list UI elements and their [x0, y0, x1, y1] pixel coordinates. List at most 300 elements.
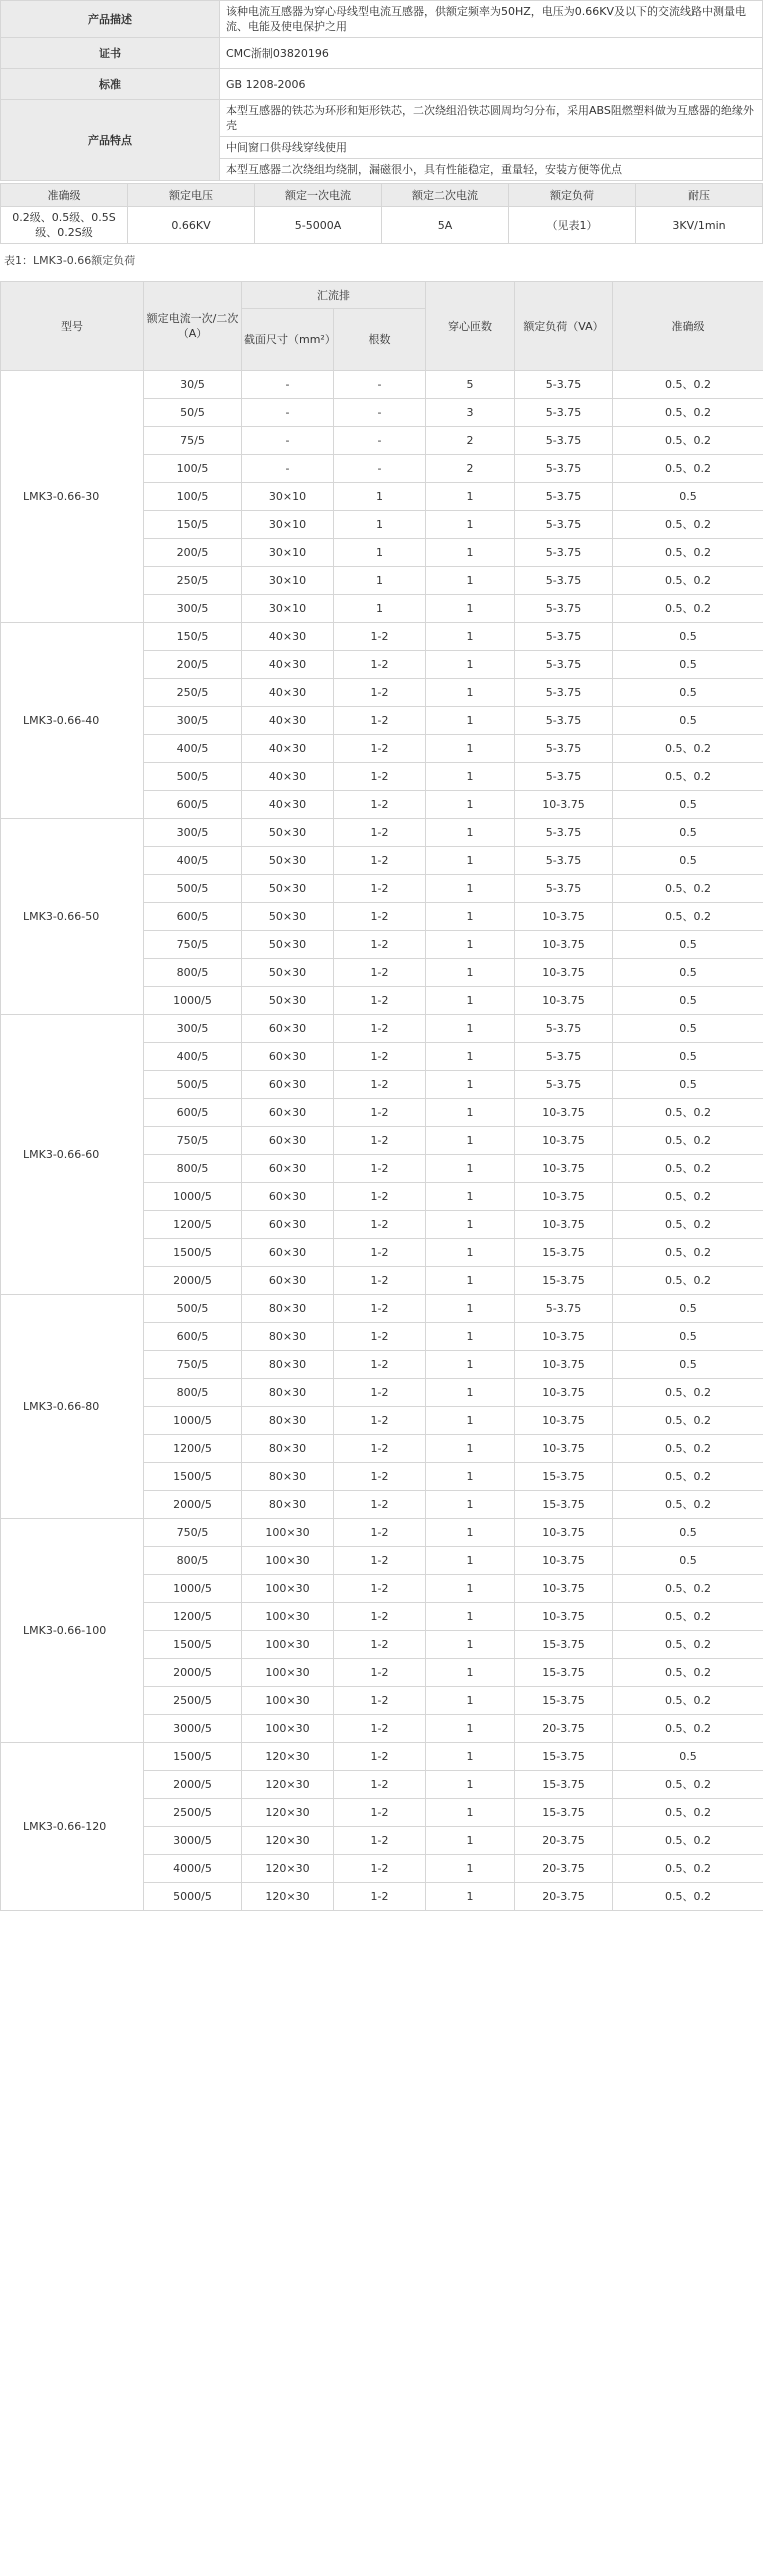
section-cell: 100×30 — [242, 1687, 334, 1715]
turns-cell: 1 — [426, 763, 515, 791]
table-body — [1, 371, 763, 1911]
load-cell: 10-3.75 — [515, 903, 613, 931]
accuracy-cell: 0.5 — [613, 1519, 763, 1547]
count-cell: - — [334, 371, 426, 399]
turns-cell: 1 — [426, 1099, 515, 1127]
load-cell: 10-3.75 — [515, 1407, 613, 1435]
section-cell: 100×30 — [242, 1659, 334, 1687]
count-cell: 1-2 — [334, 1491, 426, 1519]
section-cell: 30×10 — [242, 511, 334, 539]
section-cell: 30×10 — [242, 567, 334, 595]
current-cell: 500/5 — [144, 875, 242, 903]
accuracy-cell: 0.5、0.2 — [613, 1379, 763, 1407]
spec-value: 5A — [382, 207, 509, 244]
current-cell: 500/5 — [144, 1071, 242, 1099]
section-cell: 100×30 — [242, 1631, 334, 1659]
count-cell: 1-2 — [334, 1575, 426, 1603]
count-cell: 1-2 — [334, 1127, 426, 1155]
section-cell: 30×10 — [242, 483, 334, 511]
table-row — [1, 1295, 763, 1323]
desc-label: 产品描述 — [1, 1, 220, 38]
turns-cell: 1 — [426, 1743, 515, 1771]
count-cell: 1 — [334, 511, 426, 539]
section-cell: 100×30 — [242, 1519, 334, 1547]
accuracy-cell: 0.5、0.2 — [613, 1211, 763, 1239]
current-cell: 400/5 — [144, 1043, 242, 1071]
count-cell: 1-2 — [334, 1855, 426, 1883]
current-cell: 1000/5 — [144, 1183, 242, 1211]
count-cell: 1-2 — [334, 1631, 426, 1659]
feature-item: 中间窗口供母线穿线使用 — [220, 137, 763, 159]
current-cell: 1500/5 — [144, 1239, 242, 1267]
spec-header: 准确级 — [1, 184, 128, 207]
load-cell: 15-3.75 — [515, 1463, 613, 1491]
load-cell: 5-3.75 — [515, 707, 613, 735]
current-cell: 600/5 — [144, 903, 242, 931]
accuracy-cell: 0.5、0.2 — [613, 1855, 763, 1883]
load-cell: 5-3.75 — [515, 1043, 613, 1071]
current-cell: 1500/5 — [144, 1463, 242, 1491]
section-cell: 50×30 — [242, 819, 334, 847]
current-cell: 75/5 — [144, 427, 242, 455]
rated-load-table — [0, 281, 763, 1911]
current-cell: 300/5 — [144, 595, 242, 623]
section-cell: 80×30 — [242, 1463, 334, 1491]
accuracy-cell: 0.5、0.2 — [613, 1463, 763, 1491]
turns-cell: 2 — [426, 427, 515, 455]
accuracy-cell: 0.5、0.2 — [613, 399, 763, 427]
load-cell: 10-3.75 — [515, 1323, 613, 1351]
count-cell: 1-2 — [334, 1883, 426, 1911]
accuracy-cell: 0.5、0.2 — [613, 1183, 763, 1211]
section-cell: 40×30 — [242, 651, 334, 679]
current-cell: 3000/5 — [144, 1715, 242, 1743]
count-cell: 1-2 — [334, 1519, 426, 1547]
count-cell: 1-2 — [334, 1827, 426, 1855]
section-cell: 60×30 — [242, 1071, 334, 1099]
turns-cell: 2 — [426, 455, 515, 483]
accuracy-cell: 0.5 — [613, 1743, 763, 1771]
section-cell: 40×30 — [242, 763, 334, 791]
spec-header: 耐压 — [636, 184, 763, 207]
turns-cell: 1 — [426, 1015, 515, 1043]
table-caption: 表1：LMK3-0.66额定负荷 — [4, 254, 136, 267]
count-cell: 1-2 — [334, 1715, 426, 1743]
desc-label: 证书 — [1, 38, 220, 69]
table-row — [1, 371, 763, 399]
count-cell: - — [334, 427, 426, 455]
turns-cell: 1 — [426, 1295, 515, 1323]
count-cell: - — [334, 455, 426, 483]
section-cell: 60×30 — [242, 1127, 334, 1155]
count-cell: 1-2 — [334, 735, 426, 763]
load-cell: 5-3.75 — [515, 511, 613, 539]
load-cell: 10-3.75 — [515, 1575, 613, 1603]
section-cell: 50×30 — [242, 959, 334, 987]
spec-value: 5-5000A — [255, 207, 382, 244]
current-cell: 200/5 — [144, 539, 242, 567]
load-cell: 5-3.75 — [515, 371, 613, 399]
load-cell: 10-3.75 — [515, 1211, 613, 1239]
accuracy-cell: 0.5、0.2 — [613, 539, 763, 567]
section-cell: 40×30 — [242, 735, 334, 763]
current-cell: 1000/5 — [144, 1407, 242, 1435]
section-cell: - — [242, 399, 334, 427]
load-cell: 5-3.75 — [515, 1015, 613, 1043]
accuracy-cell: 0.5、0.2 — [613, 763, 763, 791]
load-cell: 5-3.75 — [515, 651, 613, 679]
current-cell: 300/5 — [144, 819, 242, 847]
current-cell: 5000/5 — [144, 1883, 242, 1911]
spec-table — [0, 183, 763, 244]
accuracy-cell: 0.5、0.2 — [613, 1883, 763, 1911]
accuracy-cell: 0.5、0.2 — [613, 1127, 763, 1155]
desc-value: 该种电流互感器为穿心母线型电流互感器，供额定频率为50HZ，电压为0.66KV及以下的交流线路中测量电流、电能及使电保护之用 — [220, 1, 763, 38]
section-cell: 60×30 — [242, 1155, 334, 1183]
model-cell: LMK3-0.66-60 — [1, 1015, 144, 1295]
section-cell: 80×30 — [242, 1295, 334, 1323]
section-cell: 50×30 — [242, 847, 334, 875]
section-cell: 100×30 — [242, 1715, 334, 1743]
table-row — [1, 1519, 763, 1547]
current-cell: 750/5 — [144, 1351, 242, 1379]
accuracy-cell: 0.5 — [613, 959, 763, 987]
section-cell: 60×30 — [242, 1239, 334, 1267]
count-cell: 1-2 — [334, 1295, 426, 1323]
current-cell: 150/5 — [144, 623, 242, 651]
table-row — [1, 819, 763, 847]
accuracy-cell: 0.5 — [613, 987, 763, 1015]
count-cell: 1-2 — [334, 791, 426, 819]
turns-cell: 1 — [426, 651, 515, 679]
current-cell: 600/5 — [144, 791, 242, 819]
accuracy-cell: 0.5 — [613, 1015, 763, 1043]
accuracy-cell: 0.5、0.2 — [613, 735, 763, 763]
count-cell: 1-2 — [334, 1155, 426, 1183]
load-cell: 10-3.75 — [515, 1183, 613, 1211]
load-cell: 15-3.75 — [515, 1799, 613, 1827]
header-row — [1, 282, 763, 309]
load-cell: 10-3.75 — [515, 1547, 613, 1575]
model-cell: LMK3-0.66-30 — [1, 371, 144, 623]
accuracy-cell: 0.5、0.2 — [613, 1267, 763, 1295]
count-cell: 1 — [334, 539, 426, 567]
section-cell: 40×30 — [242, 707, 334, 735]
section-cell: 80×30 — [242, 1323, 334, 1351]
load-cell: 5-3.75 — [515, 483, 613, 511]
count-cell: 1-2 — [334, 819, 426, 847]
section-cell: 120×30 — [242, 1827, 334, 1855]
current-cell: 600/5 — [144, 1323, 242, 1351]
count-cell: 1-2 — [334, 987, 426, 1015]
accuracy-cell: 0.5 — [613, 483, 763, 511]
count-cell: 1 — [334, 483, 426, 511]
load-cell: 10-3.75 — [515, 1155, 613, 1183]
table-row — [1, 1015, 763, 1043]
load-cell: 10-3.75 — [515, 1519, 613, 1547]
count-cell: 1-2 — [334, 1015, 426, 1043]
section-cell: 100×30 — [242, 1575, 334, 1603]
current-cell: 1200/5 — [144, 1603, 242, 1631]
accuracy-cell: 0.5 — [613, 1295, 763, 1323]
current-cell: 800/5 — [144, 1155, 242, 1183]
header-count: 根数 — [334, 309, 426, 371]
header-accuracy: 准确级 — [613, 282, 763, 371]
current-cell: 800/5 — [144, 1547, 242, 1575]
load-cell: 10-3.75 — [515, 1435, 613, 1463]
turns-cell: 1 — [426, 483, 515, 511]
turns-cell: 1 — [426, 707, 515, 735]
count-cell: 1-2 — [334, 1099, 426, 1127]
product-description-table — [0, 0, 763, 181]
load-cell: 5-3.75 — [515, 847, 613, 875]
turns-cell: 1 — [426, 1659, 515, 1687]
section-cell: 100×30 — [242, 1603, 334, 1631]
feature-row — [1, 100, 763, 137]
turns-cell: 1 — [426, 1799, 515, 1827]
load-cell: 5-3.75 — [515, 1295, 613, 1323]
header-turns: 穿心匝数 — [426, 282, 515, 371]
header-current: 额定电流一次/二次（A） — [144, 282, 242, 371]
count-cell: 1-2 — [334, 1379, 426, 1407]
count-cell: 1-2 — [334, 1323, 426, 1351]
turns-cell: 1 — [426, 1351, 515, 1379]
accuracy-cell: 0.5 — [613, 1071, 763, 1099]
count-cell: 1-2 — [334, 1183, 426, 1211]
load-cell: 15-3.75 — [515, 1491, 613, 1519]
load-cell: 5-3.75 — [515, 735, 613, 763]
turns-cell: 1 — [426, 1435, 515, 1463]
accuracy-cell: 0.5、0.2 — [613, 595, 763, 623]
current-cell: 250/5 — [144, 567, 242, 595]
accuracy-cell: 0.5 — [613, 707, 763, 735]
current-cell: 1000/5 — [144, 987, 242, 1015]
section-cell: 60×30 — [242, 1211, 334, 1239]
turns-cell: 1 — [426, 679, 515, 707]
section-cell: 80×30 — [242, 1351, 334, 1379]
count-cell: 1-2 — [334, 1463, 426, 1491]
accuracy-cell: 0.5 — [613, 791, 763, 819]
current-cell: 300/5 — [144, 707, 242, 735]
desc-row — [1, 38, 763, 69]
model-cell: LMK3-0.66-50 — [1, 819, 144, 1015]
turns-cell: 1 — [426, 1855, 515, 1883]
accuracy-cell: 0.5 — [613, 651, 763, 679]
section-cell: 60×30 — [242, 1267, 334, 1295]
turns-cell: 1 — [426, 595, 515, 623]
count-cell: 1-2 — [334, 1659, 426, 1687]
turns-cell: 1 — [426, 1491, 515, 1519]
current-cell: 2000/5 — [144, 1771, 242, 1799]
accuracy-cell: 0.5、0.2 — [613, 1715, 763, 1743]
load-cell: 5-3.75 — [515, 763, 613, 791]
feature-item: 本型互感器的铁芯为环形和矩形铁芯，二次绕组沿铁芯圆周均匀分布，采用ABS阻燃塑料做为互感器的绝缘外壳 — [220, 100, 763, 137]
load-cell: 10-3.75 — [515, 1603, 613, 1631]
accuracy-cell: 0.5 — [613, 679, 763, 707]
current-cell: 300/5 — [144, 1015, 242, 1043]
turns-cell: 1 — [426, 1071, 515, 1099]
section-cell: 120×30 — [242, 1799, 334, 1827]
spec-value: 0.2级、0.5级、0.5S级、0.2S级 — [1, 207, 128, 244]
count-cell: 1-2 — [334, 763, 426, 791]
desc-row — [1, 1, 763, 38]
accuracy-cell: 0.5、0.2 — [613, 1603, 763, 1631]
accuracy-cell: 0.5、0.2 — [613, 1099, 763, 1127]
section-cell: 50×30 — [242, 931, 334, 959]
load-cell: 5-3.75 — [515, 819, 613, 847]
header-section: 截面尺寸（mm²） — [242, 309, 334, 371]
header-model: 型号 — [1, 282, 144, 371]
current-cell: 2000/5 — [144, 1659, 242, 1687]
accuracy-cell: 0.5、0.2 — [613, 1407, 763, 1435]
load-cell: 15-3.75 — [515, 1239, 613, 1267]
turns-cell: 1 — [426, 735, 515, 763]
load-cell: 5-3.75 — [515, 427, 613, 455]
header-busbar: 汇流排 — [242, 282, 426, 309]
accuracy-cell: 0.5 — [613, 623, 763, 651]
section-cell: 60×30 — [242, 1015, 334, 1043]
spec-value-row — [1, 207, 763, 244]
model-cell: LMK3-0.66-80 — [1, 1295, 144, 1519]
count-cell: 1-2 — [334, 1211, 426, 1239]
load-cell: 15-3.75 — [515, 1771, 613, 1799]
table-row — [1, 1743, 763, 1771]
section-cell: 40×30 — [242, 679, 334, 707]
accuracy-cell: 0.5 — [613, 1323, 763, 1351]
accuracy-cell: 0.5、0.2 — [613, 1687, 763, 1715]
count-cell: - — [334, 399, 426, 427]
current-cell: 500/5 — [144, 763, 242, 791]
accuracy-cell: 0.5、0.2 — [613, 455, 763, 483]
current-cell: 250/5 — [144, 679, 242, 707]
spec-header-row — [1, 184, 763, 207]
section-cell: 120×30 — [242, 1883, 334, 1911]
accuracy-cell: 0.5 — [613, 1547, 763, 1575]
count-cell: 1-2 — [334, 1743, 426, 1771]
accuracy-cell: 0.5、0.2 — [613, 567, 763, 595]
accuracy-cell: 0.5 — [613, 1351, 763, 1379]
load-cell: 10-3.75 — [515, 959, 613, 987]
load-cell: 5-3.75 — [515, 623, 613, 651]
current-cell: 100/5 — [144, 455, 242, 483]
turns-cell: 1 — [426, 1631, 515, 1659]
section-cell: 80×30 — [242, 1379, 334, 1407]
turns-cell: 1 — [426, 1547, 515, 1575]
accuracy-cell: 0.5、0.2 — [613, 1771, 763, 1799]
current-cell: 1500/5 — [144, 1743, 242, 1771]
turns-cell: 1 — [426, 1155, 515, 1183]
count-cell: 1-2 — [334, 1239, 426, 1267]
count-cell: 1 — [334, 595, 426, 623]
load-cell: 15-3.75 — [515, 1687, 613, 1715]
turns-cell: 1 — [426, 1127, 515, 1155]
turns-cell: 1 — [426, 1603, 515, 1631]
load-cell: 10-3.75 — [515, 791, 613, 819]
section-cell: 80×30 — [242, 1407, 334, 1435]
spec-header: 额定一次电流 — [255, 184, 382, 207]
load-cell: 10-3.75 — [515, 1099, 613, 1127]
current-cell: 750/5 — [144, 1519, 242, 1547]
current-cell: 800/5 — [144, 1379, 242, 1407]
features-label: 产品特点 — [1, 100, 220, 181]
model-cell: LMK3-0.66-40 — [1, 623, 144, 819]
count-cell: 1-2 — [334, 679, 426, 707]
current-cell: 500/5 — [144, 1295, 242, 1323]
spec-value: 3KV/1min — [636, 207, 763, 244]
accuracy-cell: 0.5、0.2 — [613, 1435, 763, 1463]
spec-header: 额定电压 — [128, 184, 255, 207]
section-cell: 40×30 — [242, 791, 334, 819]
turns-cell: 1 — [426, 931, 515, 959]
accuracy-cell: 0.5、0.2 — [613, 1799, 763, 1827]
accuracy-cell: 0.5、0.2 — [613, 1239, 763, 1267]
turns-cell: 1 — [426, 1043, 515, 1071]
accuracy-cell: 0.5、0.2 — [613, 371, 763, 399]
load-cell: 10-3.75 — [515, 1127, 613, 1155]
turns-cell: 1 — [426, 1211, 515, 1239]
count-cell: 1-2 — [334, 1435, 426, 1463]
load-cell: 10-3.75 — [515, 1351, 613, 1379]
accuracy-cell: 0.5 — [613, 819, 763, 847]
load-cell: 15-3.75 — [515, 1743, 613, 1771]
turns-cell: 1 — [426, 1575, 515, 1603]
load-cell: 15-3.75 — [515, 1659, 613, 1687]
accuracy-cell: 0.5、0.2 — [613, 1631, 763, 1659]
turns-cell: 1 — [426, 539, 515, 567]
turns-cell: 1 — [426, 903, 515, 931]
load-cell: 10-3.75 — [515, 1379, 613, 1407]
section-cell: 30×10 — [242, 595, 334, 623]
spec-header: 额定负荷 — [509, 184, 636, 207]
count-cell: 1-2 — [334, 1071, 426, 1099]
turns-cell: 1 — [426, 1463, 515, 1491]
turns-cell: 1 — [426, 1687, 515, 1715]
accuracy-cell: 0.5 — [613, 931, 763, 959]
desc-value: GB 1208-2006 — [220, 69, 763, 100]
current-cell: 2000/5 — [144, 1267, 242, 1295]
count-cell: 1-2 — [334, 959, 426, 987]
spec-value: 0.66KV — [128, 207, 255, 244]
desc-value: CMC浙制03820196 — [220, 38, 763, 69]
section-cell: 50×30 — [242, 875, 334, 903]
accuracy-cell: 0.5、0.2 — [613, 1155, 763, 1183]
load-cell: 15-3.75 — [515, 1631, 613, 1659]
load-cell: 5-3.75 — [515, 1071, 613, 1099]
accuracy-cell: 0.5 — [613, 1043, 763, 1071]
turns-cell: 1 — [426, 623, 515, 651]
turns-cell: 1 — [426, 819, 515, 847]
current-cell: 1000/5 — [144, 1575, 242, 1603]
accuracy-cell: 0.5、0.2 — [613, 1659, 763, 1687]
load-cell: 20-3.75 — [515, 1827, 613, 1855]
section-cell: 60×30 — [242, 1099, 334, 1127]
load-cell: 20-3.75 — [515, 1855, 613, 1883]
section-cell: 80×30 — [242, 1435, 334, 1463]
accuracy-cell: 0.5、0.2 — [613, 903, 763, 931]
section-cell: 120×30 — [242, 1743, 334, 1771]
current-cell: 3000/5 — [144, 1827, 242, 1855]
section-cell: 100×30 — [242, 1547, 334, 1575]
count-cell: 1-2 — [334, 1799, 426, 1827]
section-cell: 60×30 — [242, 1183, 334, 1211]
turns-cell: 1 — [426, 847, 515, 875]
accuracy-cell: 0.5、0.2 — [613, 1491, 763, 1519]
turns-cell: 1 — [426, 1883, 515, 1911]
model-cell: LMK3-0.66-100 — [1, 1519, 144, 1743]
current-cell: 2500/5 — [144, 1799, 242, 1827]
load-cell: 10-3.75 — [515, 987, 613, 1015]
turns-cell: 1 — [426, 959, 515, 987]
